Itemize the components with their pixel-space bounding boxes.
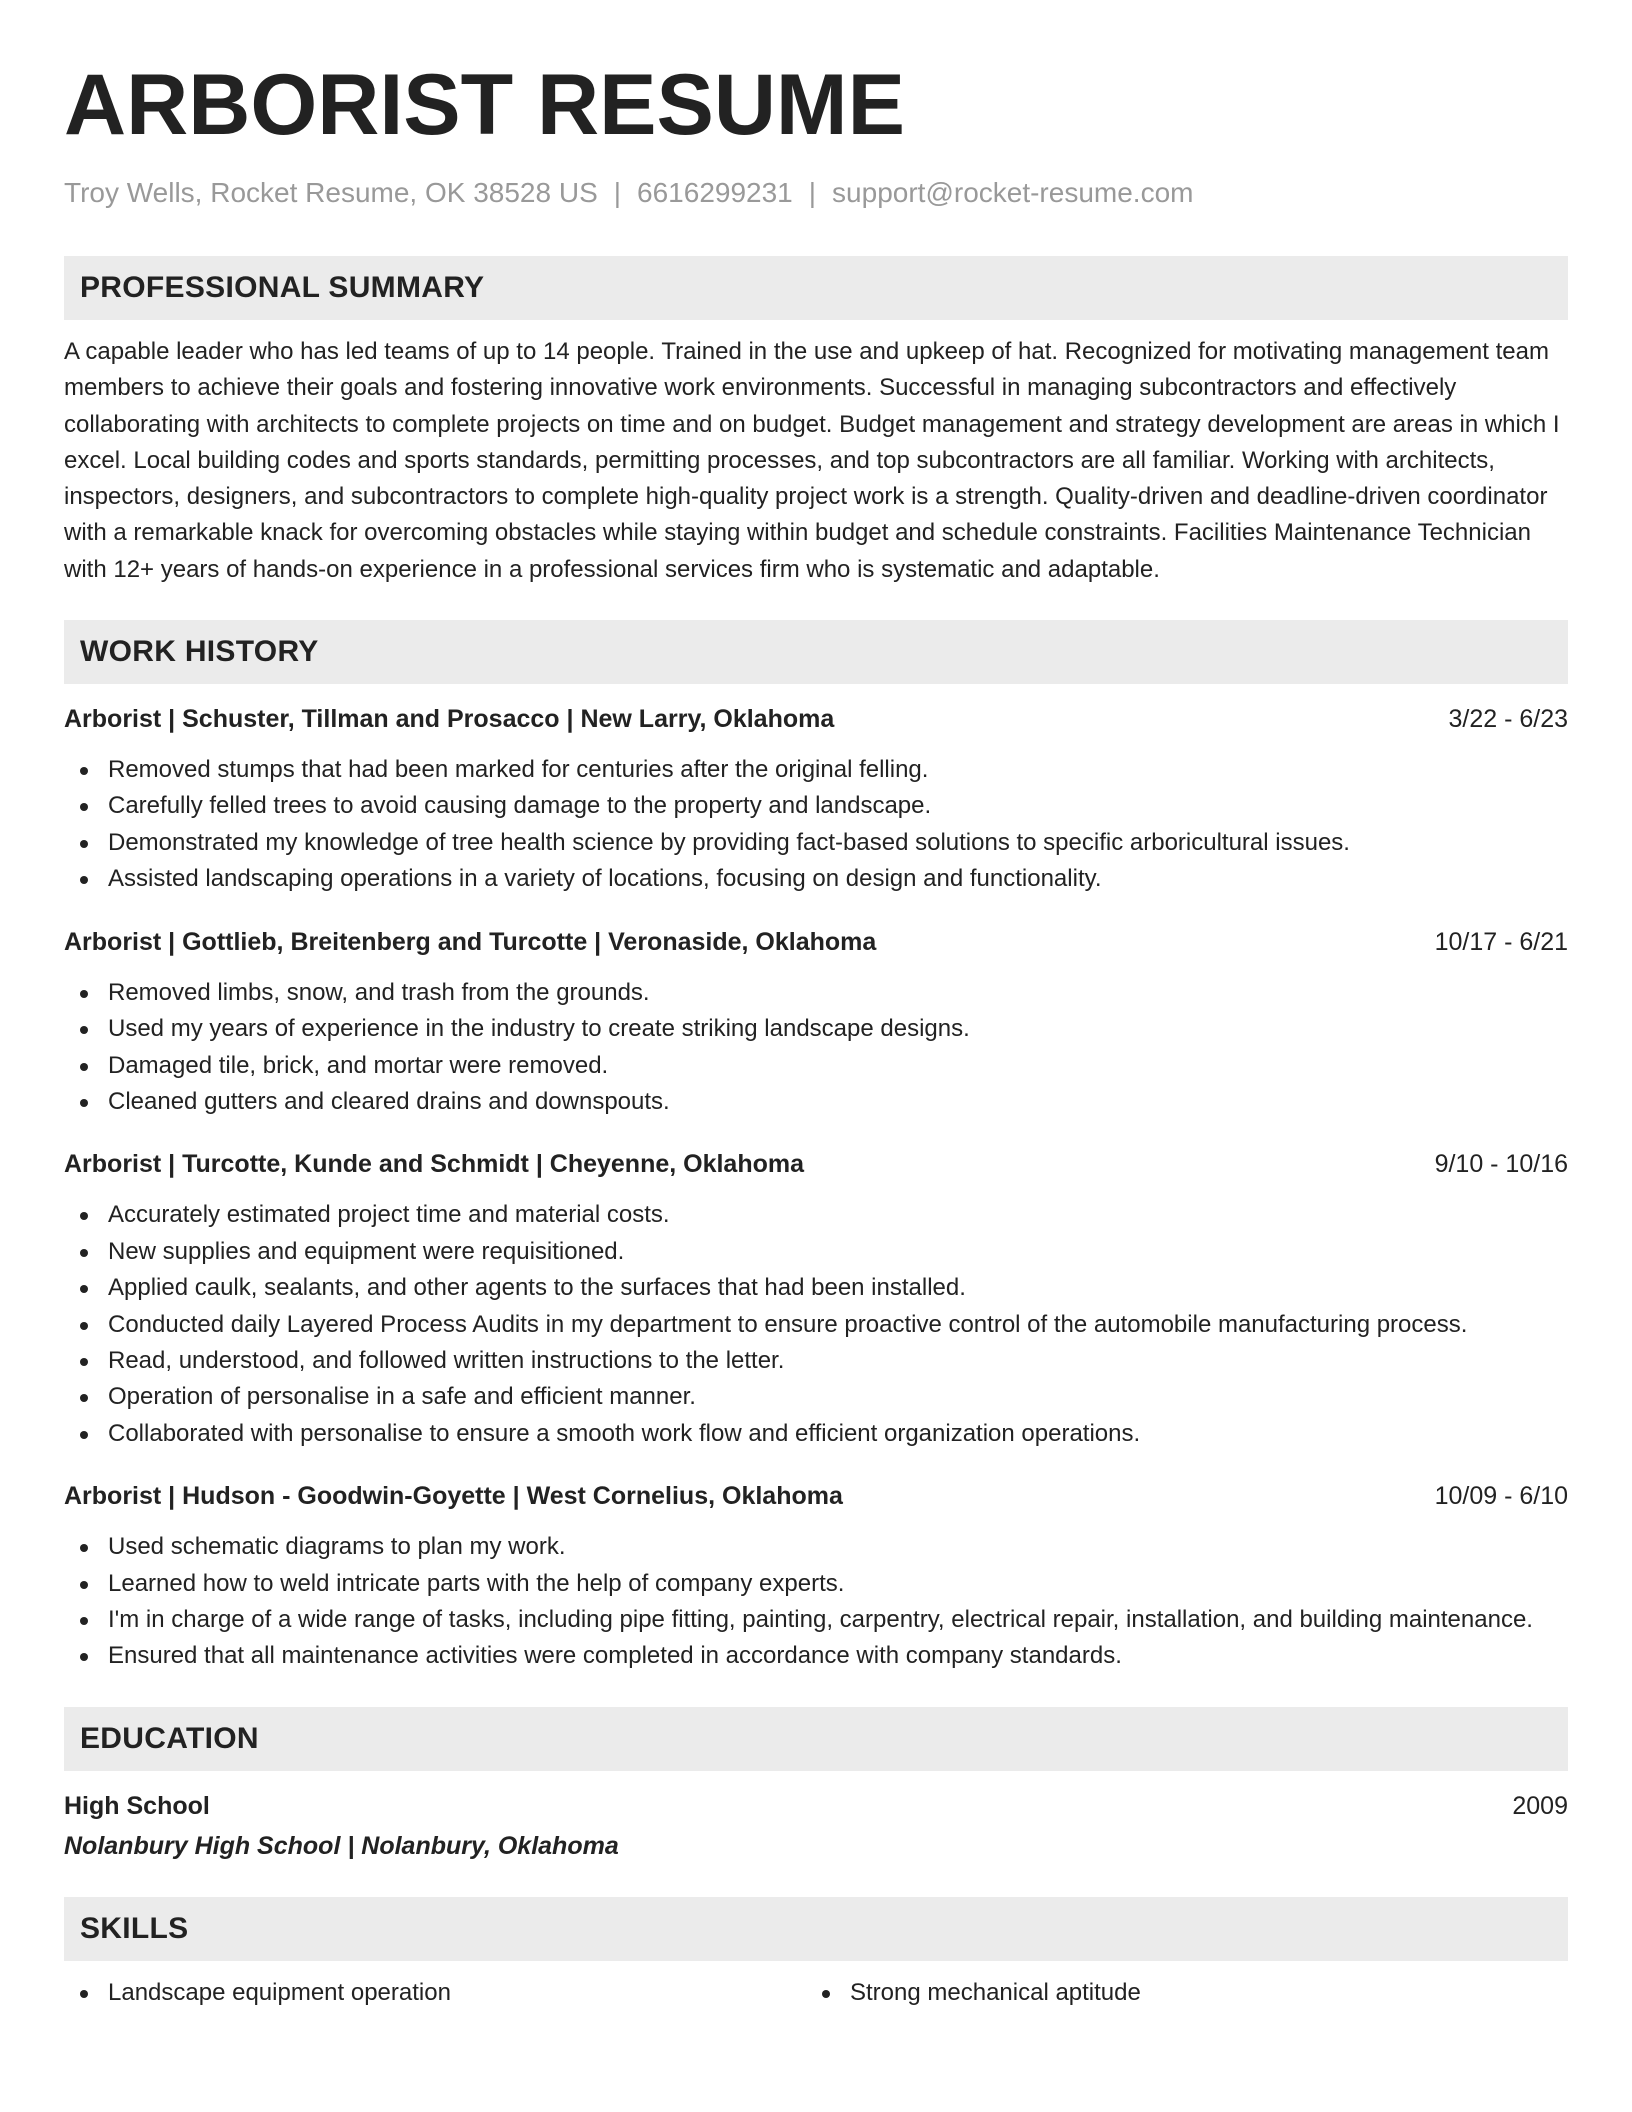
job-header: [64, 702, 1568, 736]
skills-column-left: [64, 1975, 806, 2011]
job-bullet-list: [64, 752, 1568, 898]
job-dates: 9/10 - 10/16: [1434, 1150, 1568, 1179]
job-header: [64, 1479, 1568, 1513]
job-dates: 10/09 - 6/10: [1434, 1482, 1568, 1511]
job-title: Arborist | Gottlieb, Breitenberg and Turcotte | Veronaside, Oklahoma: [64, 927, 877, 956]
job-entry: [64, 702, 1568, 898]
skills-column-right: [806, 1975, 1548, 2011]
skills-list: [64, 1975, 1568, 2011]
contact-phone: 6616299231: [637, 177, 793, 208]
job-bullet: Collaborated with personalise to ensure a smooth work flow and efficient organization operations.: [64, 1416, 1568, 1452]
section-heading-summary: PROFESSIONAL SUMMARY: [64, 256, 1568, 320]
job-bullet: Removed limbs, snow, and trash from the grounds.: [64, 975, 1568, 1011]
job-bullet: I'm in charge of a wide range of tasks, including pipe fitting, painting, carpentry, electrical repair, installation, and building maintenance.: [64, 1602, 1568, 1638]
section-heading-work-history: WORK HISTORY: [64, 620, 1568, 684]
contact-line: [64, 176, 1568, 210]
job-header: [64, 925, 1568, 959]
job-bullet: Cleaned gutters and cleared drains and downspouts.: [64, 1084, 1568, 1120]
section-heading-education: EDUCATION: [64, 1707, 1568, 1771]
job-dates: 3/22 - 6/23: [1448, 705, 1568, 734]
job-entry: [64, 1147, 1568, 1452]
education-year: 2009: [1512, 1791, 1568, 1820]
job-header: [64, 1147, 1568, 1181]
job-bullet: Applied caulk, sealants, and other agents to the surfaces that had been installed.: [64, 1270, 1568, 1306]
education-header: [64, 1789, 1568, 1823]
job-bullet: Accurately estimated project time and material costs.: [64, 1197, 1568, 1233]
job-bullet-list: [64, 1529, 1568, 1675]
job-bullet: New supplies and equipment were requisitioned.: [64, 1234, 1568, 1270]
contact-separator: |: [808, 177, 817, 208]
job-title: Arborist | Schuster, Tillman and Prosacco | New Larry, Oklahoma: [64, 705, 835, 734]
contact-separator: |: [613, 177, 622, 208]
job-bullet: Learned how to weld intricate parts with the help of company experts.: [64, 1566, 1568, 1602]
skill-item: Landscape equipment operation: [64, 1975, 806, 2011]
education-degree: High School: [64, 1791, 210, 1820]
job-bullet: Used schematic diagrams to plan my work.: [64, 1529, 1568, 1565]
summary-text: A capable leader who has led teams of up to 14 people. Trained in the use and upkeep of hat. Recognized for motivating management team members to achieve their goals and fostering innovative work environments. Successful in managing subcontractors and effectively collaborating with architects to complete projects on time and on budget. Budget management and strategy development are areas in which I excel. Local building codes and sports standards, permitting processes, and top subcontractors are all familiar. Working with architects, inspectors, designers, and subcontractors to complete high-quality project work is a strength. Quality-driven and deadline-driven coordinator with a remarkable knack for overcoming obstacles while staying within budget and schedule constraints. Facilities Maintenance Technician with 12+ years of hands-on experience in a professional services firm who is systematic and adaptable.: [64, 338, 1560, 583]
job-bullet: Used my years of experience in the industry to create striking landscape designs.: [64, 1011, 1568, 1047]
job-bullet-list: [64, 975, 1568, 1121]
education-school: Nolanbury High School | Nolanbury, Oklahoma: [64, 1831, 619, 1860]
contact-email: support@rocket-resume.com: [832, 177, 1194, 208]
contact-address: Troy Wells, Rocket Resume, OK 38528 US: [64, 177, 598, 208]
job-dates: 10/17 - 6/21: [1434, 927, 1568, 956]
job-bullet: Ensured that all maintenance activities were completed in accordance with company standards.: [64, 1638, 1568, 1674]
job-bullet: Damaged tile, brick, and mortar were removed.: [64, 1048, 1568, 1084]
job-entry: [64, 925, 1568, 1121]
job-bullet: Assisted landscaping operations in a variety of locations, focusing on design and functionality.: [64, 861, 1568, 897]
skill-item: Strong mechanical aptitude: [806, 1975, 1548, 2011]
job-bullet: Demonstrated my knowledge of tree health science by providing fact-based solutions to specific arboricultural issues.: [64, 825, 1568, 861]
section-heading-skills: SKILLS: [64, 1897, 1568, 1961]
resume-title: ARBORIST RESUME: [64, 57, 905, 153]
job-entry: [64, 1479, 1568, 1675]
job-bullet: Removed stumps that had been marked for centuries after the original felling.: [64, 752, 1568, 788]
job-bullet: Read, understood, and followed written instructions to the letter.: [64, 1343, 1568, 1379]
job-bullet: Conducted daily Layered Process Audits in my department to ensure proactive control of the automobile manufacturing process.: [64, 1307, 1568, 1343]
job-bullet: Operation of personalise in a safe and efficient manner.: [64, 1379, 1568, 1415]
job-bullet-list: [64, 1197, 1568, 1452]
job-title: Arborist | Turcotte, Kunde and Schmidt | Cheyenne, Oklahoma: [64, 1150, 805, 1179]
job-title: Arborist | Hudson - Goodwin-Goyette | West Cornelius, Oklahoma: [64, 1482, 843, 1511]
job-bullet: Carefully felled trees to avoid causing damage to the property and landscape.: [64, 788, 1568, 824]
